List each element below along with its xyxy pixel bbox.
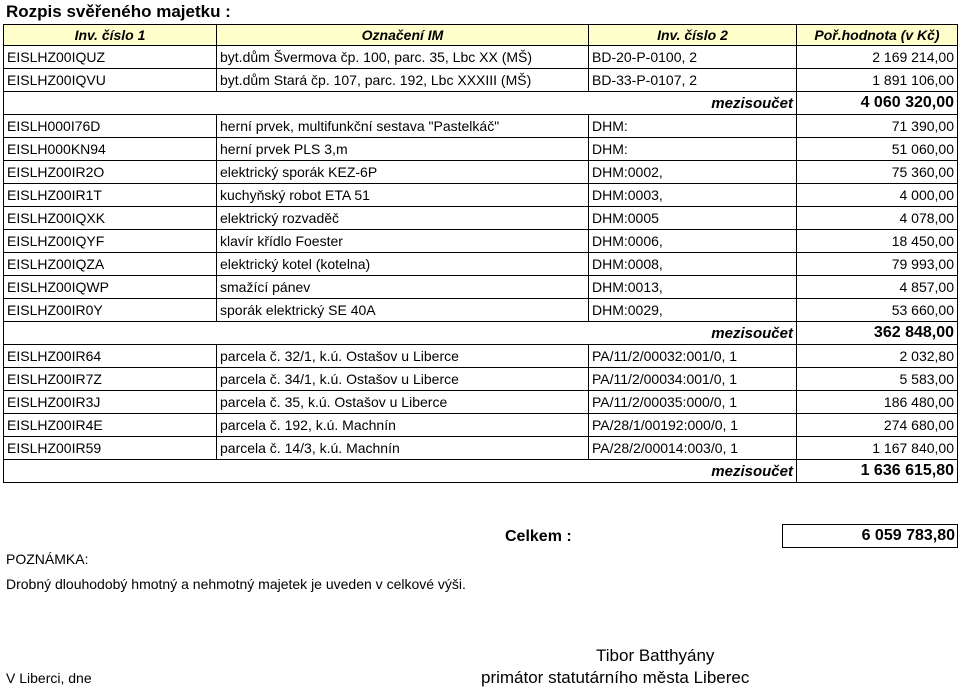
subtotal-label: mezisoučet <box>589 92 797 115</box>
cell-inv2: PA/11/2/00035:000/0, 1 <box>589 391 797 414</box>
subtotal-value: 4 060 320,00 <box>797 92 958 115</box>
table-row <box>4 207 958 230</box>
cell-name: herní prvek PLS 3,m <box>217 138 589 161</box>
subtotal-row <box>4 92 958 115</box>
table-row <box>4 368 958 391</box>
total-value: 6 059 783,80 <box>782 524 958 548</box>
cell-value: 79 993,00 <box>797 253 958 276</box>
table-row <box>4 391 958 414</box>
cell-value: 53 660,00 <box>797 299 958 322</box>
subtotal-label: mezisoučet <box>589 460 797 483</box>
cell-value: 4 857,00 <box>797 276 958 299</box>
cell-inv1: EISLHZ00IQWP <box>4 276 217 299</box>
cell-inv1: EISLH000KN94 <box>4 138 217 161</box>
cell-value: 1 167 840,00 <box>797 437 958 460</box>
cell-inv2: DHM:0005 <box>589 207 797 230</box>
cell-name: parcela č. 192, k.ú. Machnín <box>217 414 589 437</box>
cell-inv2: DHM: <box>589 115 797 138</box>
cell-inv2: BD-20-P-0100, 2 <box>589 46 797 69</box>
cell-value: 75 360,00 <box>797 161 958 184</box>
subtotal-blank <box>4 460 589 483</box>
cell-inv2: DHM:0006, <box>589 230 797 253</box>
cell-inv1: EISLHZ00IQVU <box>4 69 217 92</box>
cell-inv1: EISLHZ00IR64 <box>4 345 217 368</box>
cell-inv1: EISLH000I76D <box>4 115 217 138</box>
cell-name: kuchyňský robot ETA 51 <box>217 184 589 207</box>
cell-name: elektrický sporák KEZ-6P <box>217 161 589 184</box>
cell-value: 5 583,00 <box>797 368 958 391</box>
table-row <box>4 69 958 92</box>
cell-name: byt.dům Stará čp. 107, parc. 192, Lbc XXXIII (MŠ) <box>217 69 589 92</box>
header-inv1: Inv. číslo 1 <box>4 25 217 46</box>
cell-name: herní prvek, multifunkční sestava "Pastelkáč" <box>217 115 589 138</box>
signer-role: primátor statutárního města Liberec <box>481 668 750 687</box>
cell-value: 2 169 214,00 <box>797 46 958 69</box>
table-row <box>4 161 958 184</box>
table-row <box>4 299 958 322</box>
subtotal-row <box>4 322 958 345</box>
cell-inv2: BD-33-P-0107, 2 <box>589 69 797 92</box>
cell-value: 71 390,00 <box>797 115 958 138</box>
cell-inv2: DHM: <box>589 138 797 161</box>
cell-name: parcela č. 34/1, k.ú. Ostašov u Liberce <box>217 368 589 391</box>
cell-inv1: EISLHZ00IR0Y <box>4 299 217 322</box>
subtotal-label: mezisoučet <box>589 322 797 345</box>
cell-inv2: PA/11/2/00034:001/0, 1 <box>589 368 797 391</box>
header-value: Poř.hodnota (v Kč) <box>797 25 958 46</box>
table-row <box>4 414 958 437</box>
cell-value: 186 480,00 <box>797 391 958 414</box>
cell-inv1: EISLHZ00IR7Z <box>4 368 217 391</box>
table-row <box>4 437 958 460</box>
cell-inv1: EISLHZ00IR3J <box>4 391 217 414</box>
subtotal-blank <box>4 322 589 345</box>
document-title: Rozpis svěřeného majetku : <box>6 2 231 21</box>
cell-inv1: EISLHZ00IQZA <box>4 253 217 276</box>
cell-value: 274 680,00 <box>797 414 958 437</box>
subtotal-value: 362 848,00 <box>797 322 958 345</box>
table-row <box>4 276 958 299</box>
header-name: Označení IM <box>217 25 589 46</box>
cell-inv1: EISLHZ00IR4E <box>4 414 217 437</box>
cell-inv2: DHM:0002, <box>589 161 797 184</box>
note-text: Drobný dlouhodobý hmotný a nehmotný majetek je uveden v celkové výši. <box>6 576 466 592</box>
note-heading: POZNÁMKA: <box>6 551 89 567</box>
subtotal-blank <box>4 92 589 115</box>
signer-name: Tibor Batthyány <box>596 646 715 665</box>
cell-value: 18 450,00 <box>797 230 958 253</box>
table-header-row <box>4 25 958 46</box>
cell-inv2: PA/11/2/00032:001/0, 1 <box>589 345 797 368</box>
cell-value: 2 032,80 <box>797 345 958 368</box>
cell-inv1: EISLHZ00IQXK <box>4 207 217 230</box>
cell-inv2: DHM:0029, <box>589 299 797 322</box>
table-row <box>4 115 958 138</box>
header-inv2: Inv. číslo 2 <box>589 25 797 46</box>
table-row <box>4 46 958 69</box>
table-row <box>4 184 958 207</box>
table-row <box>4 253 958 276</box>
cell-inv2: PA/28/2/00014:003/0, 1 <box>589 437 797 460</box>
cell-name: smažící pánev <box>217 276 589 299</box>
cell-inv1: EISLHZ00IQYF <box>4 230 217 253</box>
cell-value: 51 060,00 <box>797 138 958 161</box>
cell-inv1: EISLHZ00IR59 <box>4 437 217 460</box>
cell-name: byt.dům Švermova čp. 100, parc. 35, Lbc XX (MŠ) <box>217 46 589 69</box>
cell-value: 1 891 106,00 <box>797 69 958 92</box>
table-row <box>4 138 958 161</box>
total-label: Celkem : <box>505 528 572 545</box>
cell-name: parcela č. 32/1, k.ú. Ostašov u Liberce <box>217 345 589 368</box>
cell-inv1: EISLHZ00IR2O <box>4 161 217 184</box>
cell-inv2: DHM:0003, <box>589 184 797 207</box>
cell-name: elektrický rozvaděč <box>217 207 589 230</box>
cell-name: parcela č. 14/3, k.ú. Machnín <box>217 437 589 460</box>
cell-value: 4 000,00 <box>797 184 958 207</box>
cell-inv2: PA/28/1/00192:000/0, 1 <box>589 414 797 437</box>
cell-value: 4 078,00 <box>797 207 958 230</box>
cell-name: elektrický kotel (kotelna) <box>217 253 589 276</box>
cell-name: klavír křídlo Foester <box>217 230 589 253</box>
subtotal-value: 1 636 615,80 <box>797 460 958 483</box>
cell-name: parcela č. 35, k.ú. Ostašov u Liberce <box>217 391 589 414</box>
place-date-label: V Liberci, dne <box>6 670 92 686</box>
table-row <box>4 345 958 368</box>
cell-inv1: EISLHZ00IQUZ <box>4 46 217 69</box>
subtotal-row <box>4 460 958 483</box>
cell-inv2: DHM:0013, <box>589 276 797 299</box>
asset-table <box>3 24 958 483</box>
table-row <box>4 230 958 253</box>
cell-inv1: EISLHZ00IR1T <box>4 184 217 207</box>
cell-inv2: DHM:0008, <box>589 253 797 276</box>
cell-name: sporák elektrický SE 40A <box>217 299 589 322</box>
